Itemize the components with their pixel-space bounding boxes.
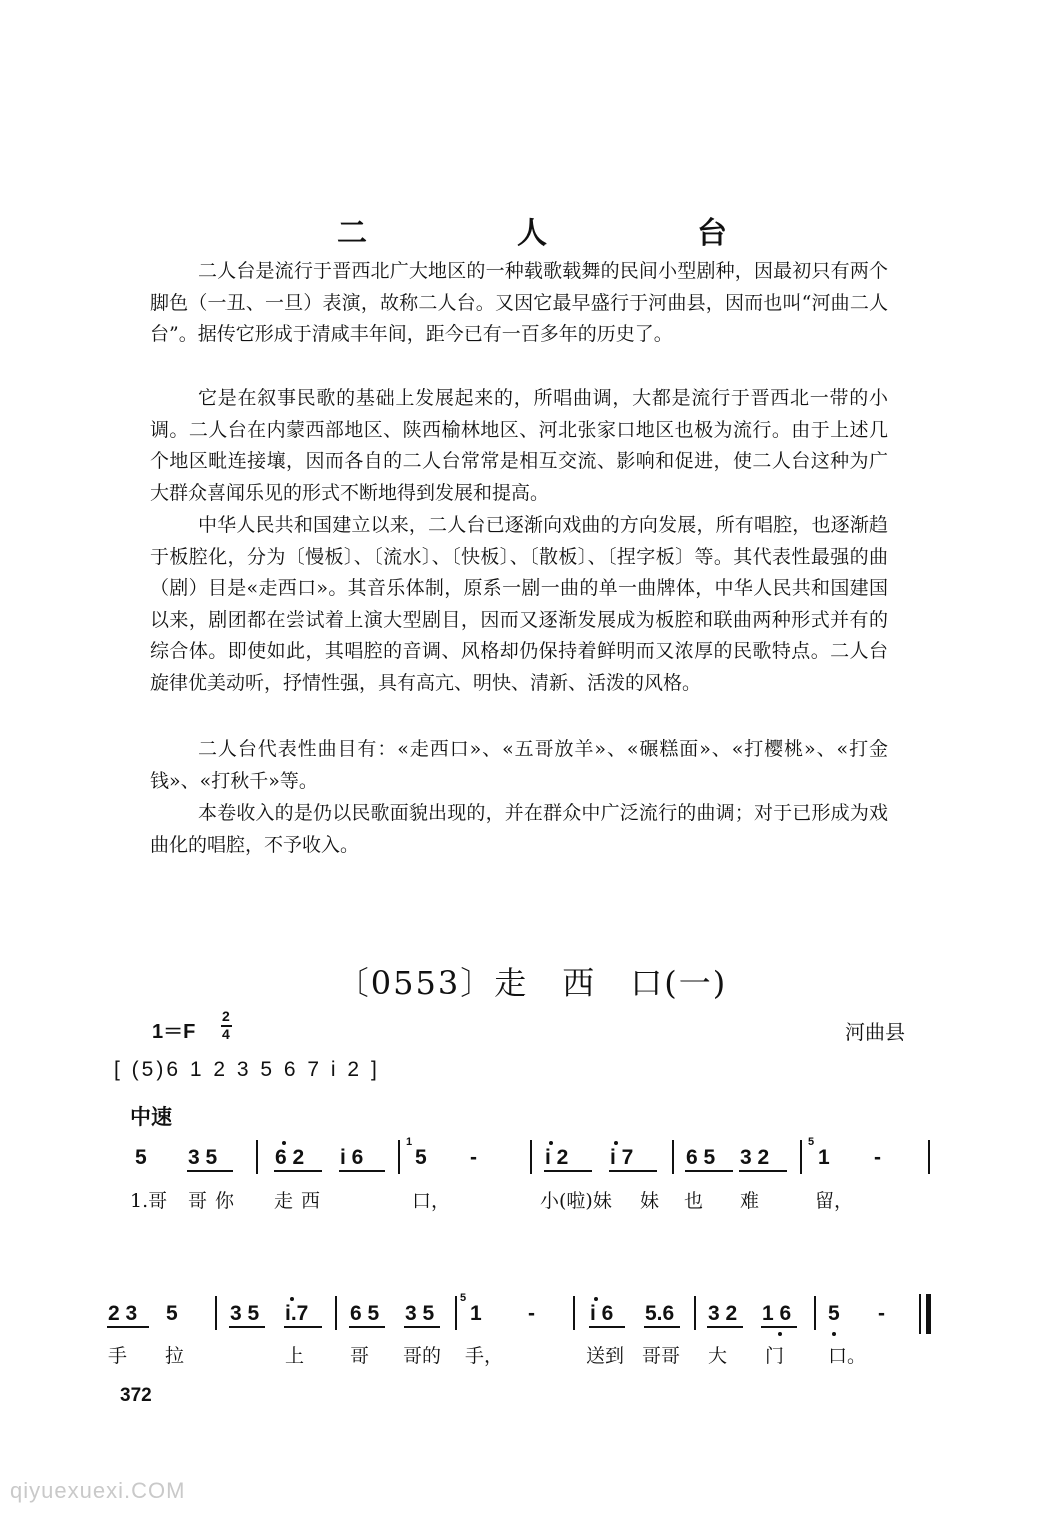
octave-dot <box>549 1141 553 1145</box>
time-signature-numerator: 2 <box>222 1008 230 1024</box>
bar-line <box>256 1140 258 1174</box>
lyric: 哥的 <box>403 1345 442 1367</box>
note: i 6 <box>590 1302 614 1325</box>
bar-line <box>398 1140 400 1174</box>
lyric: 1.哥 <box>130 1190 168 1212</box>
lyric: 小(啦)妹 <box>540 1190 612 1212</box>
beam <box>761 1326 797 1328</box>
section-title: 二 人 台 <box>337 216 787 251</box>
beam <box>685 1170 733 1172</box>
beam <box>644 1326 680 1328</box>
bar-line <box>530 1140 532 1174</box>
lyric: 哥 <box>350 1345 370 1367</box>
lyric: 口， <box>412 1190 451 1212</box>
page-number: 372 <box>120 1385 152 1406</box>
final-bar-thin <box>919 1294 921 1334</box>
octave-dot <box>614 1141 618 1145</box>
bar-line <box>800 1140 802 1174</box>
beam <box>707 1326 743 1328</box>
bar-line <box>672 1140 674 1174</box>
beam <box>349 1326 385 1328</box>
tempo-marking: 中速 <box>130 1104 172 1129</box>
note: 6 5 <box>686 1146 716 1169</box>
octave-dot <box>282 1141 286 1145</box>
note: 5 <box>135 1146 147 1169</box>
lyric: 拉 <box>165 1345 185 1367</box>
lyric: 口。 <box>828 1345 867 1367</box>
song-title: 〔0553〕走 西 口(一) <box>336 964 728 1002</box>
region-label: 河曲县 <box>845 1020 905 1044</box>
beam <box>284 1326 322 1328</box>
note: - <box>470 1146 477 1169</box>
note: i 7 <box>610 1146 634 1169</box>
bar-line <box>573 1296 575 1330</box>
lyric: 哥哥 <box>642 1345 681 1367</box>
note: 1 <box>818 1146 830 1169</box>
beam <box>404 1326 440 1328</box>
lyric: 大 <box>708 1345 728 1367</box>
beam <box>339 1170 385 1172</box>
octave-dot-low <box>832 1332 836 1336</box>
note: 5 <box>828 1302 840 1325</box>
paragraph-5: 本卷收入的是仍以民歌面貌出现的，并在群众中广泛流行的曲调；对于已形成为戏曲化的唱腔，不予收入。 <box>150 802 888 856</box>
bar-line <box>335 1296 337 1330</box>
note: 5 <box>166 1302 178 1325</box>
bar-line <box>455 1296 457 1330</box>
note: 3 2 <box>708 1302 738 1325</box>
note: 2 3 <box>108 1302 138 1325</box>
note: i 6 <box>340 1146 364 1169</box>
intro-phrase: [ (5)6 1 2 3 5 6 7 i 2 ] <box>114 1058 380 1081</box>
note: - <box>528 1302 535 1325</box>
note: 1 <box>470 1302 482 1325</box>
octave-dot <box>290 1297 294 1301</box>
beam <box>544 1170 592 1172</box>
bar-line <box>928 1140 930 1174</box>
grace-note: 5 <box>808 1136 815 1148</box>
beam <box>589 1326 625 1328</box>
note: 3 5 <box>405 1302 435 1325</box>
key-signature: 1＝F <box>152 1021 196 1043</box>
beam <box>187 1170 233 1172</box>
lyric: 西 <box>301 1190 321 1212</box>
lyric: 送到 <box>586 1345 625 1367</box>
bar-line <box>215 1296 217 1330</box>
beam <box>609 1170 657 1172</box>
site-watermark: qiyuexuexi.COM <box>10 1478 186 1503</box>
lyric: 门 <box>765 1345 785 1367</box>
note: i.7 <box>285 1302 309 1325</box>
grace-note: 1 <box>406 1136 413 1148</box>
octave-dot-low <box>778 1332 782 1336</box>
beam <box>739 1170 787 1172</box>
lyric: 你 <box>215 1190 235 1212</box>
time-signature-denominator: 4 <box>222 1026 230 1042</box>
note: - <box>878 1302 885 1325</box>
note: 1 6 <box>762 1302 792 1325</box>
lyric: 上 <box>285 1345 305 1367</box>
beam <box>274 1170 322 1172</box>
note: 6 2 <box>275 1146 305 1169</box>
note: 5.6 <box>645 1302 675 1325</box>
lyric: 哥 <box>188 1190 208 1212</box>
paragraph-1: 二人台是流行于晋西北广大地区的一种载歌载舞的民间小型剧种，因最初只有两个脚色（一丑、一旦）表演，故称二人台。又因它最早盛行于河曲县，因而也叫“河曲二人台”。据传它形成于清咸丰年间，距今已有一百多年的历史了。 <box>150 260 888 345</box>
note: 5 <box>415 1146 427 1169</box>
lyric: 妹 <box>640 1190 660 1212</box>
lyric: 手 <box>108 1345 128 1367</box>
grace-note: 5 <box>460 1292 467 1304</box>
paragraph-3: 中华人民共和国建立以来，二人台已逐渐向戏曲的方向发展，所有唱腔，也逐渐趋于板腔化，分为〔慢板〕、〔流水〕、〔快板〕、〔散板〕、〔捏字板〕等。其代表性最强的曲（剧）目是«走西口»。其音乐体制，原系一剧一曲的单一曲牌体，中华人民共和国建国以来，剧团都在尝试着上演大型剧目，因而又逐渐发展成为板腔和联曲两种形式并有的综合体。即使如此，其唱腔的音调、风格却仍保持着鲜明而又浓厚的民歌特点。二人台旋律优美动听，抒情性强，具有高亢、明快、清新、活泼的风格。 <box>150 514 888 694</box>
bar-line <box>814 1296 816 1330</box>
beam <box>229 1326 265 1328</box>
note: 3 5 <box>230 1302 260 1325</box>
bar-line <box>694 1296 696 1330</box>
lyric: 走 <box>274 1190 294 1212</box>
note: 3 5 <box>188 1146 218 1169</box>
lyric: 也 <box>684 1190 704 1212</box>
paragraph-2: 它是在叙事民歌的基础上发展起来的，所唱曲调，大都是流行于晋西北一带的小调。二人台在内蒙西部地区、陕西榆林地区、河北张家口地区也极为流行。由于上述几个地区毗连接壤，因而各自的二人台常常是相互交流、影响和促进，使二人台这种为广大群众喜闻乐见的形式不断地得到发展和提高。 <box>150 387 888 504</box>
lyric: 留， <box>815 1190 854 1212</box>
lyric: 手， <box>465 1345 504 1367</box>
paragraph-4: 二人台代表性曲目有：«走西口»、«五哥放羊»、«碾糕面»、«打樱桃»、«打金钱»、«打秋千»等。 <box>150 738 888 792</box>
final-bar-thick <box>926 1294 931 1334</box>
note: 6 5 <box>350 1302 380 1325</box>
note: i 2 <box>545 1146 569 1169</box>
note: - <box>874 1146 881 1169</box>
note: 3 2 <box>740 1146 770 1169</box>
lyric: 难 <box>740 1190 760 1212</box>
beam <box>107 1326 149 1328</box>
octave-dot <box>594 1297 598 1301</box>
